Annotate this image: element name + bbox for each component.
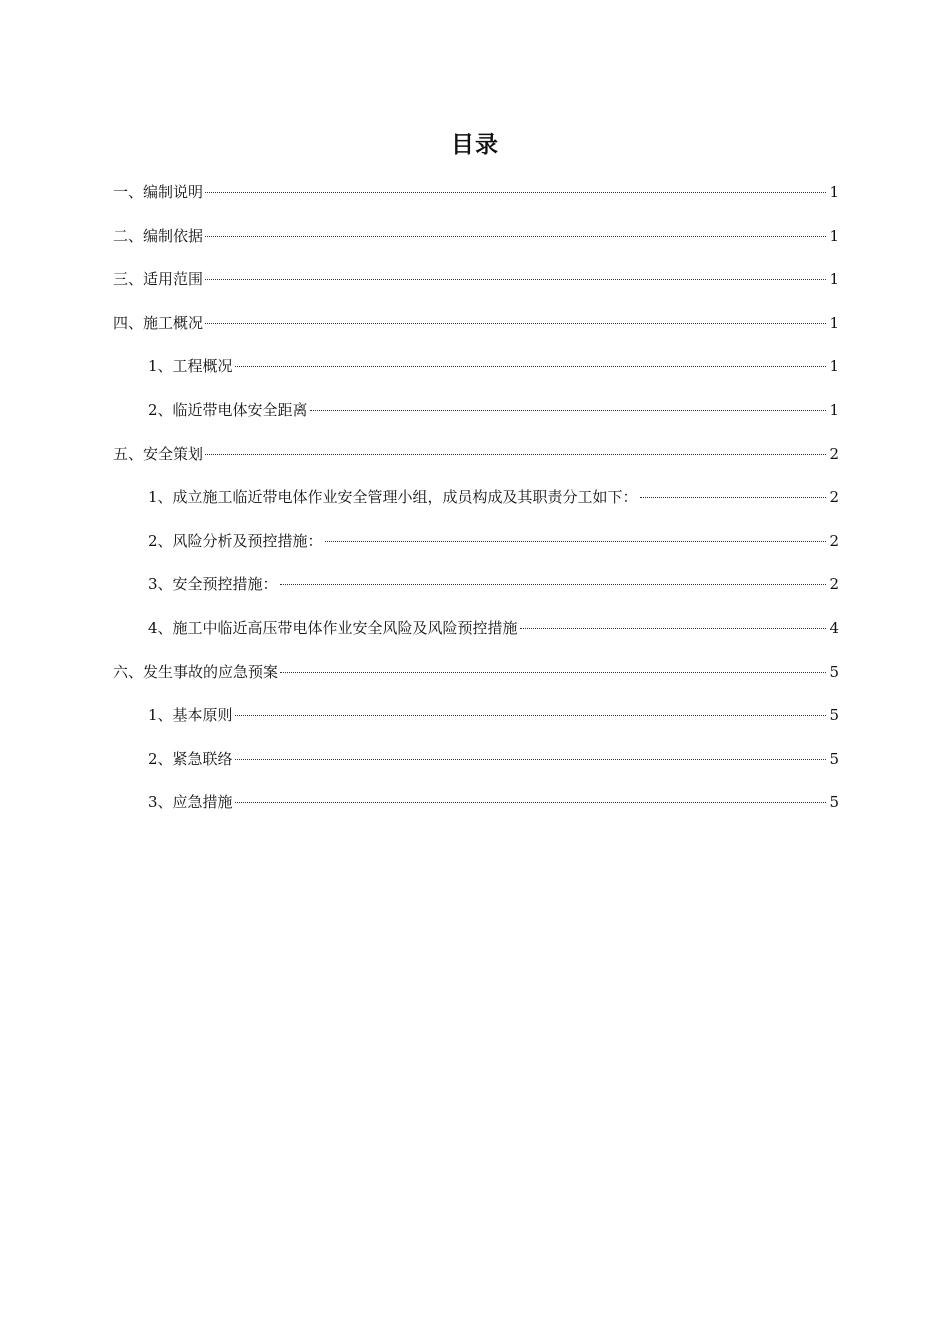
toc-entry-text: 四、施工概况 [113,313,204,332]
dot-leader [235,715,827,716]
dot-leader [205,454,826,455]
dot-leader [520,628,827,629]
toc-entry-text: 2、临近带电体安全距离 [148,400,308,419]
toc-entry[interactable] [113,618,839,662]
dot-leader [205,192,826,193]
toc-entry-page: 5 [829,706,839,725]
toc-entry-text: 三、适用范围 [113,270,204,289]
toc-entry[interactable] [113,792,839,836]
toc-entry-page: 2 [829,531,839,550]
toc-entry-page: 5 [829,749,839,768]
toc-title: 目录 [451,132,499,158]
toc-entry-page: 2 [829,575,839,594]
toc-entry-page: 1 [829,183,839,201]
toc-entry[interactable] [113,226,839,270]
toc-entry[interactable] [113,269,839,313]
toc-entry[interactable] [113,313,839,357]
toc-entry-page: 5 [829,793,839,812]
toc-entry-page: 4 [829,618,839,637]
toc-entry-page: 1 [829,313,839,332]
toc-entry[interactable] [113,531,839,575]
toc-list [113,182,839,836]
toc-entry[interactable] [113,487,839,531]
toc-entry-text: 2、风险分析及预控措施： [148,531,323,550]
toc-entry-page: 1 [829,357,839,376]
toc-entry-page: 2 [829,488,839,507]
toc-entry-text: 3、应急措施 [148,793,233,812]
dot-leader [205,323,826,324]
dot-leader [325,541,827,542]
toc-entry[interactable] [113,574,839,618]
toc-entry-text: 3、安全预控措施： [148,575,278,594]
toc-entry-text: 六、发生事故的应急预案 [113,662,279,681]
toc-entry[interactable] [113,400,839,444]
toc-entry-text: 1、基本原则 [148,706,233,725]
toc-entry[interactable] [113,444,839,488]
dot-leader [640,497,827,498]
toc-entry-text: 一、编制说明 [113,183,204,201]
dot-leader [280,584,827,585]
dot-leader [205,236,826,237]
dot-leader [235,366,827,367]
toc-entry[interactable] [113,705,839,749]
toc-entry[interactable] [113,662,839,706]
toc-entry-page: 1 [829,400,839,419]
toc-entry[interactable] [113,356,839,400]
dot-leader [205,279,826,280]
toc-entry-page: 2 [829,444,839,463]
toc-entry-page: 1 [829,270,839,289]
dot-leader [280,672,826,673]
toc-entry[interactable] [113,182,839,226]
dot-leader [235,802,827,803]
toc-entry-text: 五、安全策划 [113,444,204,463]
dot-leader [310,410,827,411]
toc-entry-text: 1、工程概况 [148,357,233,376]
toc-entry-page: 1 [829,226,839,245]
toc-entry-text: 2、紧急联络 [148,749,233,768]
toc-entry[interactable] [113,749,839,793]
toc-entry-page: 5 [829,662,839,681]
dot-leader [235,759,827,760]
toc-entry-text: 4、施工中临近高压带电体作业安全风险及风险预控措施 [148,618,518,637]
toc-entry-text: 二、编制依据 [113,226,204,245]
toc-entry-text: 1、成立施工临近带电体作业安全管理小组，成员构成及其职责分工如下： [148,488,638,507]
